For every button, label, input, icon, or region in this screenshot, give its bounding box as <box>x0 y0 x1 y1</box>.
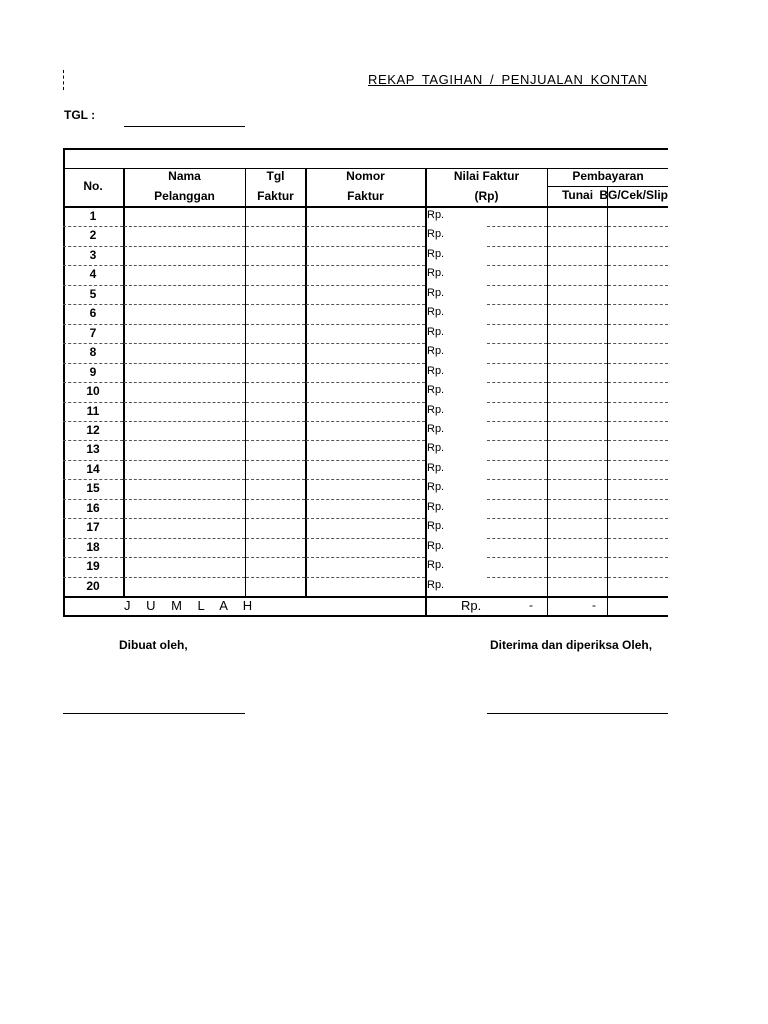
row-rp-label: Rp. <box>427 403 445 416</box>
row-separator <box>63 421 123 422</box>
row-number: 14 <box>86 461 100 476</box>
row-number: 16 <box>86 500 100 515</box>
total-rp-label: Rp. <box>461 598 482 613</box>
row-separator <box>306 577 425 578</box>
row-separator <box>63 577 123 578</box>
row-separator <box>124 499 245 500</box>
row-rp-label: Rp. <box>427 539 445 552</box>
row-separator <box>548 421 607 422</box>
row-rp-label: Rp. <box>427 520 445 533</box>
header-tgl-1: Tgl <box>266 169 285 183</box>
row-separator <box>63 343 123 344</box>
row-separator <box>608 518 668 519</box>
row-rp-label: Rp. <box>427 247 445 260</box>
row-separator <box>124 246 245 247</box>
row-separator <box>548 226 607 227</box>
row-separator <box>124 518 245 519</box>
row-separator <box>63 363 123 364</box>
row-rp-label: Rp. <box>427 267 445 280</box>
row-rp-label: Rp. <box>427 422 445 435</box>
row-separator <box>63 440 123 441</box>
row-separator <box>246 226 305 227</box>
row-separator <box>487 557 547 558</box>
row-number: 18 <box>86 539 100 554</box>
row-separator <box>548 557 607 558</box>
row-separator <box>487 226 547 227</box>
row-separator <box>246 285 305 286</box>
row-number: 6 <box>89 306 97 321</box>
row-separator <box>124 285 245 286</box>
row-separator <box>124 343 245 344</box>
row-number: 3 <box>89 247 97 262</box>
row-separator <box>548 577 607 578</box>
row-separator <box>608 343 668 344</box>
row-separator <box>548 382 607 383</box>
dibuat-oleh-label: Dibuat oleh, <box>119 638 188 652</box>
row-rp-label: Rp. <box>427 209 445 221</box>
row-number: 19 <box>86 559 100 574</box>
row-rp-label: Rp. <box>427 228 445 241</box>
row-separator <box>306 421 425 422</box>
row-separator <box>487 499 547 500</box>
row-separator <box>608 440 668 441</box>
row-separator <box>124 324 245 325</box>
row-separator <box>548 518 607 519</box>
row-separator <box>124 460 245 461</box>
col-divider-nilai <box>547 168 548 617</box>
row-separator <box>63 518 123 519</box>
cell-cursor-mark <box>63 70 64 90</box>
row-separator <box>306 246 425 247</box>
header-bg-cek-slip: BG/Cek/Slip <box>599 188 668 202</box>
row-rp-label: Rp. <box>427 325 445 338</box>
row-number: 20 <box>86 578 100 593</box>
row-separator <box>608 265 668 266</box>
row-separator <box>608 577 668 578</box>
row-separator <box>306 226 425 227</box>
row-number: 4 <box>89 267 97 282</box>
tgl-label: TGL : <box>64 108 96 122</box>
row-number: 13 <box>86 442 100 457</box>
row-separator <box>487 577 547 578</box>
row-separator <box>487 304 547 305</box>
row-separator <box>487 421 547 422</box>
row-separator <box>548 285 607 286</box>
row-separator <box>487 538 547 539</box>
row-separator <box>608 324 668 325</box>
row-separator <box>608 304 668 305</box>
row-rp-label: Rp. <box>427 481 445 494</box>
row-separator <box>608 460 668 461</box>
row-separator <box>487 246 547 247</box>
row-separator <box>306 440 425 441</box>
row-separator <box>246 518 305 519</box>
row-separator <box>124 363 245 364</box>
header-pembayaran: Pembayaran <box>572 169 644 183</box>
row-separator <box>124 479 245 480</box>
row-separator <box>63 226 123 227</box>
row-separator <box>487 518 547 519</box>
row-separator <box>306 479 425 480</box>
row-separator <box>548 324 607 325</box>
row-separator <box>608 382 668 383</box>
row-separator <box>306 285 425 286</box>
row-separator <box>608 363 668 364</box>
row-separator <box>306 343 425 344</box>
row-separator <box>608 557 668 558</box>
header-nomor-2: Faktur <box>347 189 384 203</box>
row-number: 5 <box>89 286 97 301</box>
signature-line-dibuat[interactable] <box>63 713 245 714</box>
row-separator <box>246 557 305 558</box>
row-rp-label: Rp. <box>427 345 445 358</box>
row-rp-label: Rp. <box>427 578 445 591</box>
row-number: 12 <box>86 422 100 437</box>
row-separator <box>246 577 305 578</box>
row-rp-label: Rp. <box>427 364 445 377</box>
row-separator <box>487 265 547 266</box>
row-separator <box>124 382 245 383</box>
row-separator <box>306 460 425 461</box>
row-separator <box>306 499 425 500</box>
header-bottom-rule <box>63 206 668 208</box>
row-rp-label: Rp. <box>427 306 445 319</box>
header-nama-2: Pelanggan <box>154 189 215 203</box>
row-separator <box>63 285 123 286</box>
row-separator <box>306 538 425 539</box>
signature-line-diterima[interactable] <box>487 713 668 714</box>
row-separator <box>608 285 668 286</box>
row-separator <box>548 304 607 305</box>
row-separator <box>608 479 668 480</box>
row-separator <box>63 499 123 500</box>
row-separator <box>246 265 305 266</box>
row-separator <box>306 402 425 403</box>
row-separator <box>487 479 547 480</box>
row-rp-label: Rp. <box>427 286 445 299</box>
row-number: 8 <box>89 345 97 360</box>
row-number: 7 <box>89 325 97 340</box>
row-separator <box>63 304 123 305</box>
page-title: REKAP TAGIHAN / PENJUALAN KONTAN <box>368 72 648 87</box>
diterima-oleh-label: Diterima dan diperiksa Oleh, <box>490 638 653 652</box>
row-separator <box>548 343 607 344</box>
row-separator <box>246 499 305 500</box>
header-tgl-2: Faktur <box>257 189 294 203</box>
row-separator <box>548 265 607 266</box>
row-separator <box>306 557 425 558</box>
row-separator <box>548 246 607 247</box>
row-separator <box>306 304 425 305</box>
row-separator <box>548 538 607 539</box>
row-separator <box>246 324 305 325</box>
row-separator <box>487 402 547 403</box>
row-separator <box>63 246 123 247</box>
row-separator <box>63 479 123 480</box>
row-separator <box>124 402 245 403</box>
header-nama-1: Nama <box>168 169 201 183</box>
row-separator <box>487 324 547 325</box>
row-separator <box>124 304 245 305</box>
row-separator <box>63 460 123 461</box>
row-rp-label: Rp. <box>427 384 445 397</box>
row-separator <box>548 460 607 461</box>
row-separator <box>63 538 123 539</box>
row-separator <box>246 363 305 364</box>
header-nomor-1: Nomor <box>346 169 385 183</box>
row-number: 11 <box>86 403 100 418</box>
row-separator <box>124 421 245 422</box>
row-separator <box>246 382 305 383</box>
row-separator <box>306 265 425 266</box>
row-separator <box>608 421 668 422</box>
row-separator <box>246 402 305 403</box>
row-separator <box>63 382 123 383</box>
row-separator <box>306 324 425 325</box>
header-tunai: Tunai <box>561 188 594 202</box>
row-separator <box>124 440 245 441</box>
row-separator <box>487 285 547 286</box>
row-number: 2 <box>89 228 97 243</box>
row-separator <box>608 226 668 227</box>
row-number: 10 <box>86 384 100 399</box>
row-separator <box>487 440 547 441</box>
row-separator <box>124 557 245 558</box>
row-separator <box>246 479 305 480</box>
row-separator <box>63 324 123 325</box>
row-separator <box>487 343 547 344</box>
row-separator <box>548 402 607 403</box>
row-separator <box>548 499 607 500</box>
row-number: 1 <box>89 209 97 223</box>
row-separator <box>487 363 547 364</box>
row-separator <box>246 538 305 539</box>
row-separator <box>608 246 668 247</box>
row-rp-label: Rp. <box>427 559 445 572</box>
row-separator <box>306 363 425 364</box>
row-separator <box>548 479 607 480</box>
header-nilai-1: Nilai Faktur <box>453 169 520 183</box>
row-separator <box>124 577 245 578</box>
row-separator <box>608 402 668 403</box>
row-separator <box>306 518 425 519</box>
row-rp-label: Rp. <box>427 442 445 455</box>
row-separator <box>63 265 123 266</box>
row-separator <box>548 440 607 441</box>
row-separator <box>487 460 547 461</box>
total-nilai-value: - <box>529 598 533 612</box>
row-number: 9 <box>89 364 97 379</box>
row-separator <box>124 226 245 227</box>
row-separator <box>124 538 245 539</box>
header-no: No. <box>83 179 103 193</box>
row-separator <box>487 382 547 383</box>
row-separator <box>306 382 425 383</box>
row-separator <box>246 440 305 441</box>
row-separator <box>548 363 607 364</box>
row-separator <box>124 265 245 266</box>
row-separator <box>246 460 305 461</box>
row-separator <box>63 402 123 403</box>
total-label: J U M L A H <box>124 598 259 613</box>
total-tunai-value: - <box>592 598 596 612</box>
row-separator <box>246 343 305 344</box>
row-number: 15 <box>86 481 100 496</box>
row-separator <box>246 421 305 422</box>
row-separator <box>608 499 668 500</box>
row-separator <box>63 557 123 558</box>
row-number: 17 <box>86 520 100 535</box>
row-rp-label: Rp. <box>427 500 445 513</box>
header-nilai-2: (Rp) <box>474 189 499 203</box>
row-separator <box>608 538 668 539</box>
row-separator <box>246 246 305 247</box>
row-rp-label: Rp. <box>427 461 445 474</box>
row-separator <box>246 304 305 305</box>
tgl-input-line[interactable] <box>124 126 245 127</box>
